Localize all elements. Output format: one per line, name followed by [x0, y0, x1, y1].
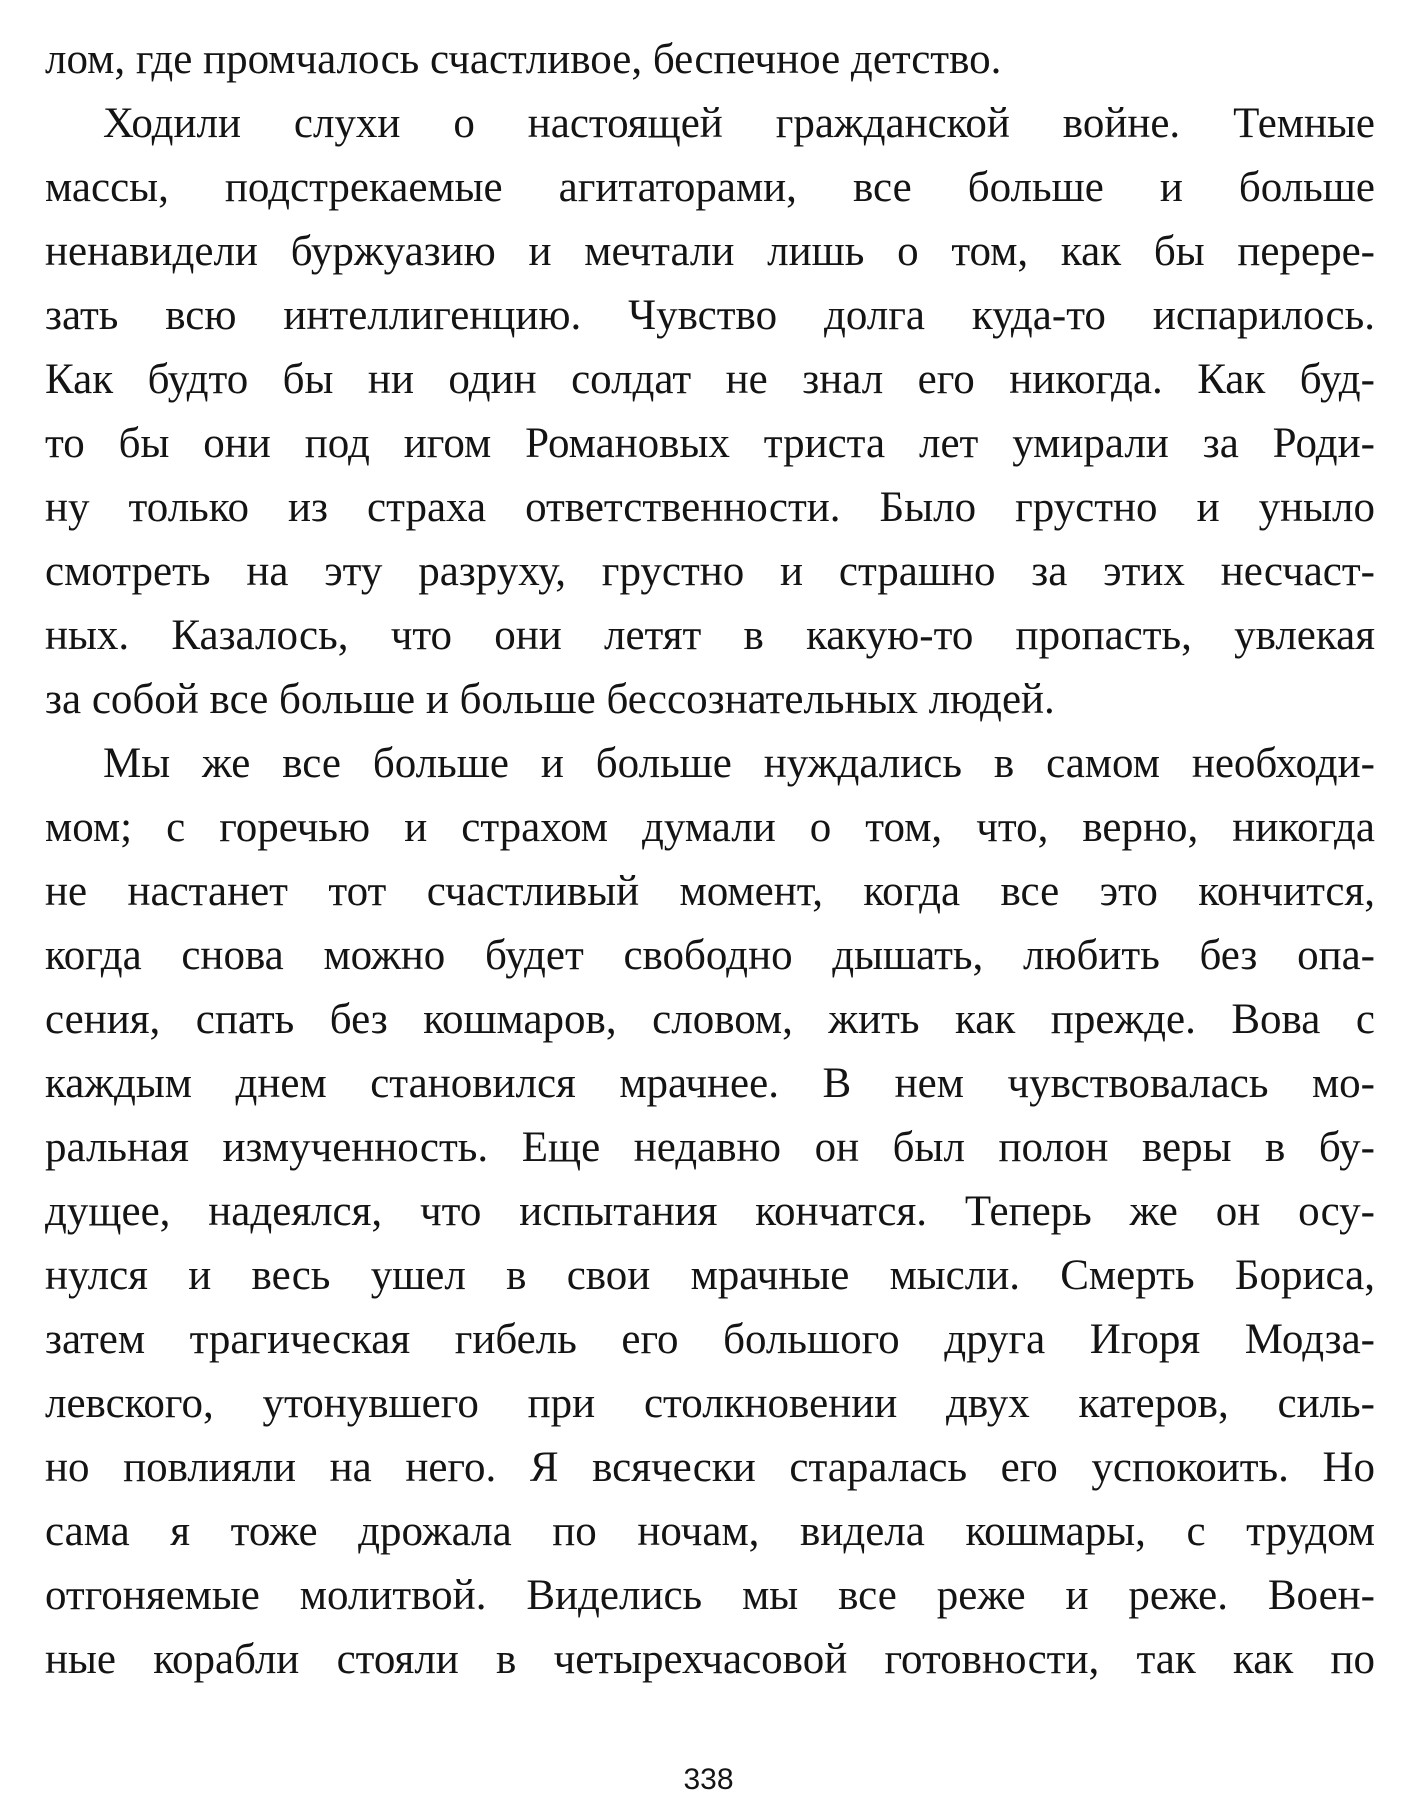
text-line: дущее, надеялся, что испытания кончатся. Теперь же он осу- — [45, 1188, 1375, 1235]
text-line: массы, подстрекаемые агитаторами, все больше и больше — [45, 164, 1375, 211]
text-line: ные корабли стояли в четырехчасовой готовности, так как по — [45, 1636, 1375, 1683]
text-line: зать всю интеллигенцию. Чувство долга куда-то испарилось. — [45, 292, 1375, 339]
text-line: ных. Казалось, что они летят в какую-то пропасть, увлекая — [45, 612, 1375, 659]
text-line: но повлияли на него. Я всячески старалась его успокоить. Но — [45, 1444, 1375, 1491]
page-text — [45, 28, 1375, 1692]
text-line: отгоняемые молитвой. Виделись мы все реже и реже. Воен- — [45, 1572, 1375, 1619]
text-line: затем трагическая гибель его большого друга Игоря Модза- — [45, 1316, 1375, 1363]
text-line: каждым днем становился мрачнее. В нем чувствовалась мо- — [45, 1060, 1375, 1107]
text-line: ненавидели буржуазию и мечтали лишь о том, как бы перере- — [45, 228, 1375, 275]
text-line: не настанет тот счастливый момент, когда все это кончится, — [45, 868, 1375, 915]
text-line: Мы же все больше и больше нуждались в самом необходи- — [103, 740, 1375, 787]
page-number: 338 — [683, 1763, 734, 1796]
text-line: Ходили слухи о настоящей гражданской войне. Темные — [103, 100, 1375, 147]
text-line: Как будто бы ни один солдат не знал его никогда. Как буд- — [45, 356, 1375, 403]
text-line: ральная измученность. Еще недавно он был полон веры в бу- — [45, 1124, 1375, 1171]
text-line: то бы они под игом Романовых триста лет умирали за Роди- — [45, 420, 1375, 467]
text-line: за собой все больше и больше бессознательных людей. — [45, 676, 1055, 723]
text-line: лом, где промчалось счастливое, беспечное детство. — [45, 36, 1002, 83]
text-line: когда снова можно будет свободно дышать, любить без опа- — [45, 932, 1375, 979]
text-line: сения, спать без кошмаров, словом, жить как прежде. Вова с — [45, 996, 1375, 1043]
text-line: нулся и весь ушел в свои мрачные мысли. Смерть Бориса, — [45, 1252, 1375, 1299]
text-line: смотреть на эту разруху, грустно и страшно за этих несчаст- — [45, 548, 1375, 595]
text-line: ну только из страха ответственности. Было грустно и уныло — [45, 484, 1375, 531]
text-line: мом; с горечью и страхом думали о том, что, верно, никогда — [45, 804, 1375, 851]
text-line: сама я тоже дрожала по ночам, видела кошмары, с трудом — [45, 1508, 1375, 1555]
text-line: левского, утонувшего при столкновении двух катеров, силь- — [45, 1380, 1375, 1427]
